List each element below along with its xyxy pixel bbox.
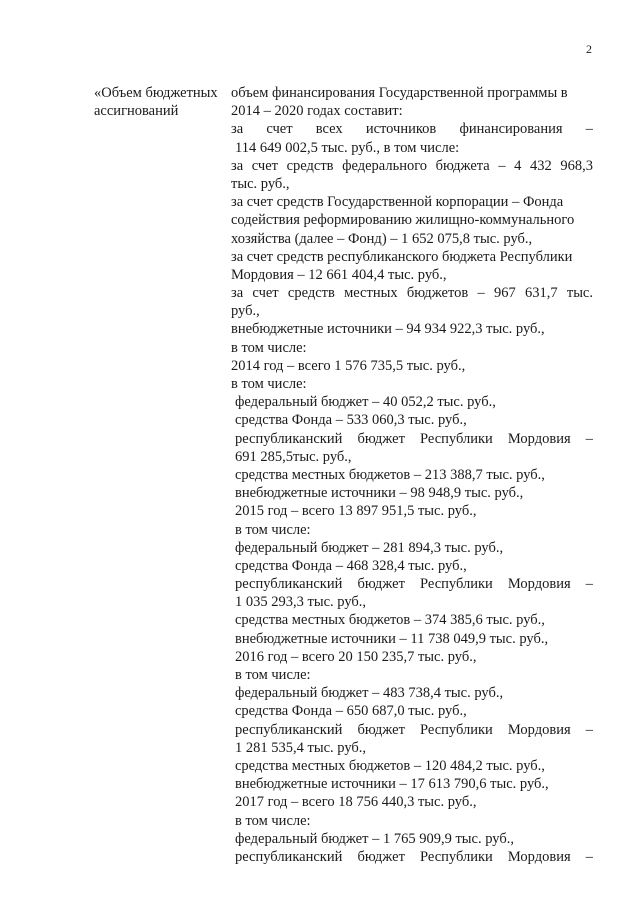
text-line: средства Фонда – 533 060,3 тыс. руб., bbox=[235, 412, 467, 429]
text-line: 691 285,5тыс. руб., bbox=[235, 448, 352, 465]
text-line: средства Фонда – 468 328,4 тыс. руб., bbox=[235, 557, 467, 574]
text-line: внебюджетные источники – 11 738 049,9 тыс. руб., bbox=[235, 630, 549, 647]
text-line: Мордовия – 12 661 404,4 тыс. руб., bbox=[231, 266, 447, 283]
text-line: за счет средств Государственной корпорации – Фонда bbox=[231, 194, 564, 211]
text-line: в том числе: bbox=[235, 521, 311, 538]
budget-text-block bbox=[231, 84, 593, 866]
text-line: 2014 – 2020 годах составит: bbox=[231, 103, 403, 120]
text-line: средства местных бюджетов – 120 484,2 тыс. руб., bbox=[235, 757, 545, 774]
text-line: за счет средств местных бюджетов – 967 631,7 тыс. bbox=[231, 285, 593, 302]
text-line: республиканский бюджет Республики Мордовия – bbox=[235, 430, 593, 447]
text-line: за счет всех источников финансирования – bbox=[231, 121, 593, 138]
text-line: внебюджетные источники – 17 613 790,6 тыс. руб., bbox=[235, 776, 549, 793]
text-line: 2016 год – всего 20 150 235,7 тыс. руб., bbox=[235, 648, 477, 665]
row-label bbox=[94, 84, 226, 120]
text-line: в том числе: bbox=[235, 812, 311, 829]
page-number: 2 bbox=[586, 42, 592, 56]
text-line: 1 035 293,3 тыс. руб., bbox=[235, 594, 367, 611]
text-line: хозяйства (далее – Фонд) – 1 652 075,8 тыс. руб., bbox=[231, 230, 533, 247]
text-line: руб., bbox=[231, 303, 260, 320]
text-line: за счет средств федерального бюджета – 4 432 968,3 bbox=[231, 157, 593, 174]
text-line: средства местных бюджетов – 374 385,6 тыс. руб., bbox=[235, 612, 545, 629]
text-line: средства местных бюджетов – 213 388,7 тыс. руб., bbox=[235, 466, 545, 483]
text-line: 1 281 535,4 тыс. руб., bbox=[235, 739, 367, 756]
text-line: федеральный бюджет – 483 738,4 тыс. руб., bbox=[235, 685, 504, 702]
text-line: 2014 год – всего 1 576 735,5 тыс. руб., bbox=[231, 357, 466, 374]
text-line: федеральный бюджет – 281 894,3 тыс. руб., bbox=[235, 539, 504, 556]
text-line: 2017 год – всего 18 756 440,3 тыс. руб., bbox=[235, 794, 477, 811]
text-line: 114 649 002,5 тыс. руб., в том числе: bbox=[235, 139, 460, 156]
text-line: тыс. руб., bbox=[231, 175, 290, 192]
text-line: внебюджетные источники – 98 948,9 тыс. руб., bbox=[235, 485, 524, 502]
text-line: федеральный бюджет – 1 765 909,9 тыс. руб., bbox=[235, 830, 514, 847]
row-label-line: «Объем бюджетных bbox=[94, 85, 218, 101]
text-line: 2015 год – всего 13 897 951,5 тыс. руб., bbox=[235, 503, 477, 520]
text-line: объем финансирования Государственной программы в bbox=[231, 85, 568, 101]
row-label-line: ассигнований bbox=[94, 103, 179, 119]
text-line: республиканский бюджет Республики Мордовия – bbox=[235, 848, 593, 865]
text-line: в том числе: bbox=[231, 339, 307, 356]
text-line: за счет средств республиканского бюджета Республики bbox=[231, 248, 573, 265]
text-line: республиканский бюджет Республики Мордовия – bbox=[235, 576, 593, 593]
text-line: в том числе: bbox=[235, 667, 311, 683]
text-line: в том числе: bbox=[231, 376, 307, 392]
text-line: средства Фонда – 650 687,0 тыс. руб., bbox=[235, 703, 467, 720]
text-line: внебюджетные источники – 94 934 922,3 тыс. руб., bbox=[231, 321, 545, 338]
text-line: содействия реформированию жилищно-коммунального bbox=[231, 212, 575, 229]
text-line: федеральный бюджет – 40 052,2 тыс. руб., bbox=[235, 394, 496, 411]
text-line: республиканский бюджет Республики Мордовия – bbox=[235, 721, 593, 738]
